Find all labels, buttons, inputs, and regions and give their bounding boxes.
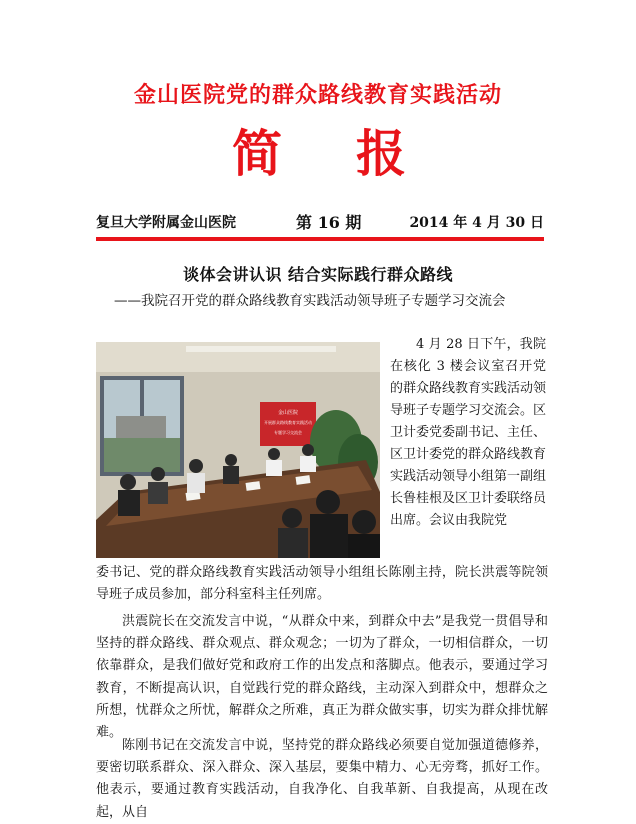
- banner-line-1: 金山医院: [277, 410, 299, 416]
- red-divider: [96, 237, 544, 241]
- banner-line-3: 专题学习交流会: [274, 430, 302, 435]
- meeting-photo: [96, 342, 380, 558]
- paragraph-2-text: 洪震院长在交流发言中说，“从群众中来，到群众中去”是我党一贯倡导和坚持的群众路线、群众观点、群众观念；一切为了群众，一切相信群众，一切依靠群众，是我们做好党和政府工作的出发点和落脚点。他表示，要通过学习教育，不断提高认识，自觉践行党的群众路线，主动深入到群众中，想群众之所想，忧群众之所忧，解群众之所难，真正为群众做实事，切实为群众排忧解难。: [96, 614, 548, 741]
- paragraph-3: [96, 735, 548, 824]
- issue-info-row: [96, 212, 544, 234]
- paragraph-1-wrapped: [390, 334, 546, 532]
- paragraph-1-text: 4 月 28 日下午，我院在核化 3 楼会议室召开党的群众路线教育实践活动领导班子专题学习交流会。区卫计委党委副书记、主任、区卫计委党的群众路线教育实践活动领导小组第一副组长鲁桂根及区卫计委联络员出席。会议由我院党: [390, 337, 547, 528]
- issue-number: 第 16 期: [296, 213, 362, 232]
- paragraph-1-cont-text: 委书记、党的群众路线教育实践活动领导小组组长陈刚主持，院长洪震等院领导班子成员参加，部分科室科主任列席。: [96, 565, 548, 603]
- article-title: 谈体会讲认识 结合实际践行群众路线: [182, 265, 454, 284]
- paragraph-1-continued: [96, 562, 548, 606]
- paragraph-3-text: 陈刚书记在交流发言中说，坚持党的群众路线必须要自觉加强道德修养，要密切联系群众、深入群众、深入基层，要集中精力、心无旁骛，抓好工作。他表示，要通过教育实践活动，自我净化、自我革新、自我提高，从现在改起，从自: [96, 738, 548, 820]
- banner-line-2: 开展群众路线教育实践活动: [264, 420, 312, 425]
- bulletin-big-char-2: 报: [356, 124, 406, 183]
- bulletin-title: 金山医院党的群众路线教育实践活动: [133, 83, 502, 108]
- issue-date: 2014 年 4 月 30 日: [409, 215, 544, 231]
- article-subtitle: ——我院召开党的群众路线教育实践活动领导班子专题学习交流会: [114, 293, 506, 309]
- organization-name: 复旦大学附属金山医院: [96, 215, 236, 231]
- paragraph-2: [96, 611, 548, 744]
- bulletin-big-char-1: 简: [232, 124, 282, 183]
